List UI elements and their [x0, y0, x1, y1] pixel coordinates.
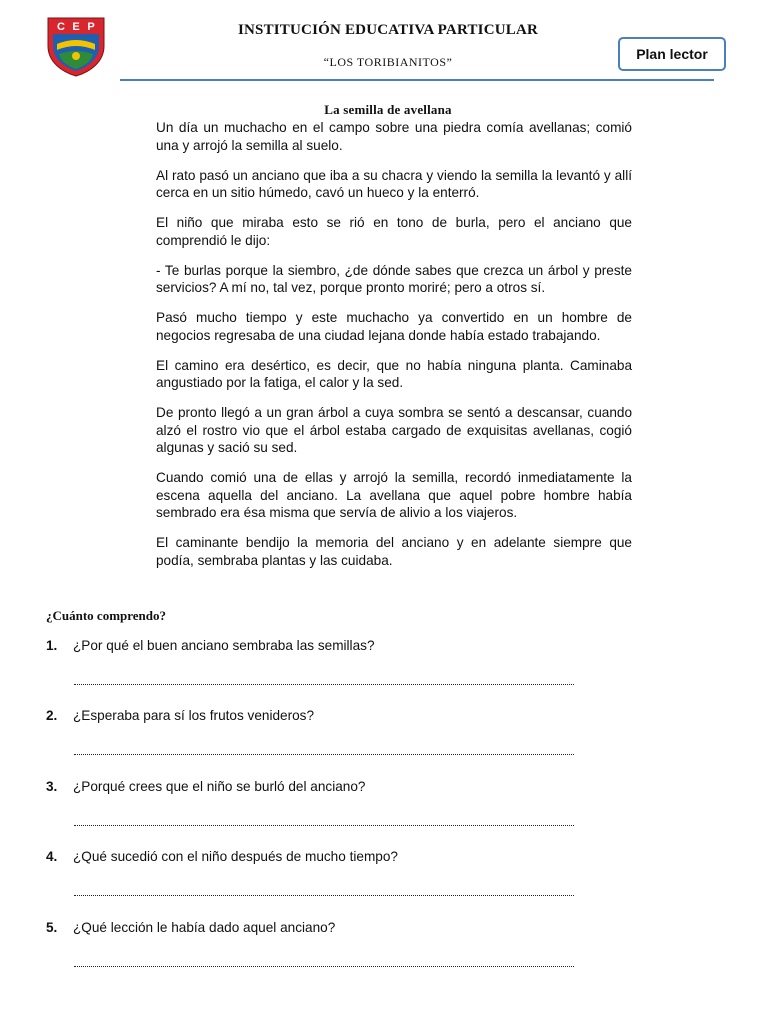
school-crest-logo — [44, 14, 108, 78]
logo-letter: E — [72, 21, 80, 33]
question-text: ¿Por qué el buen anciano sembraba las semillas? — [73, 638, 375, 653]
story-paragraph: Al rato pasó un anciano que iba a su chacra y viendo la semilla la levantó y allí cerca en un sitio húmedo, cavó un hueco y la enterró. — [156, 167, 632, 200]
story-paragraph: - Te burlas porque la siembro, ¿de dónde sabes que crezca un árbol y preste servicios? A mí no, tal vez, porque pronto moriré; pero a otros sí. — [156, 262, 632, 295]
answer-line[interactable] — [74, 895, 574, 896]
story-paragraph: El caminante bendijo la memoria del anciano y en adelante siempre que podía, sembraba plantas y las cuidaba. — [156, 535, 632, 568]
question-text: ¿Qué lección le había dado aquel anciano? — [73, 920, 336, 935]
story-paragraph: El camino era desértico, es decir, que no había ninguna planta. Caminaba angustiado por la fatiga, el calor y la sed. — [156, 357, 632, 390]
logo-letter: C — [57, 21, 65, 33]
header-divider — [120, 79, 714, 81]
question-text: ¿Esperaba para sí los frutos venideros? — [73, 708, 315, 723]
question-number: 5. — [46, 920, 58, 935]
story-paragraph: El niño que miraba esto se rió en tono de burla, pero el anciano que comprendió le dijo: — [156, 215, 632, 248]
question-number: 2. — [46, 708, 58, 723]
badge-label: Plan lector — [636, 46, 708, 62]
logo-letter: P — [87, 21, 95, 33]
story-paragraph: Un día un muchacho en el campo sobre una piedra comía avellanas; comió una y arrojó la semilla al suelo. — [156, 120, 632, 153]
story-title: La semilla de avellana — [324, 102, 452, 117]
institution-subtitle: “LOS TORIBIANITOS” — [323, 55, 453, 69]
answer-line[interactable] — [74, 825, 574, 826]
quiz-title: ¿Cuánto comprendo? — [46, 608, 167, 623]
answer-line[interactable] — [74, 966, 574, 967]
answer-line[interactable] — [74, 684, 574, 685]
story-paragraph: De pronto llegó a un gran árbol a cuya sombra se sentó a descansar, cuando alzó el rostro vio que el árbol estaba cargado de exquisitas avellanas, cogió algunas y sació su sed. — [156, 405, 632, 455]
question-number: 3. — [46, 779, 58, 794]
question-number: 4. — [46, 849, 58, 864]
institution-name: INSTITUCIÓN EDUCATIVA PARTICULAR — [237, 22, 539, 38]
story-paragraph: Pasó mucho tiempo y este muchacho ya convertido en un hombre de negocios regresaba de una ciudad lejana donde había estado trabajando. — [156, 310, 632, 343]
question-number: 1. — [46, 638, 58, 653]
plan-lector-badge — [618, 37, 726, 71]
question-text: ¿Porqué crees que el niño se burló del anciano? — [73, 779, 366, 794]
answer-line[interactable] — [74, 754, 574, 755]
question-text: ¿Qué sucedió con el niño después de mucho tiempo? — [73, 849, 398, 864]
story-paragraph: Cuando comió una de ellas y arrojó la semilla, recordó inmediatamente la escena aquella del anciano. La avellana que aquel pobre hombre había sembrado era ésa misma que servía de alivio a los viajeros. — [156, 470, 632, 520]
story-body — [156, 119, 632, 582]
